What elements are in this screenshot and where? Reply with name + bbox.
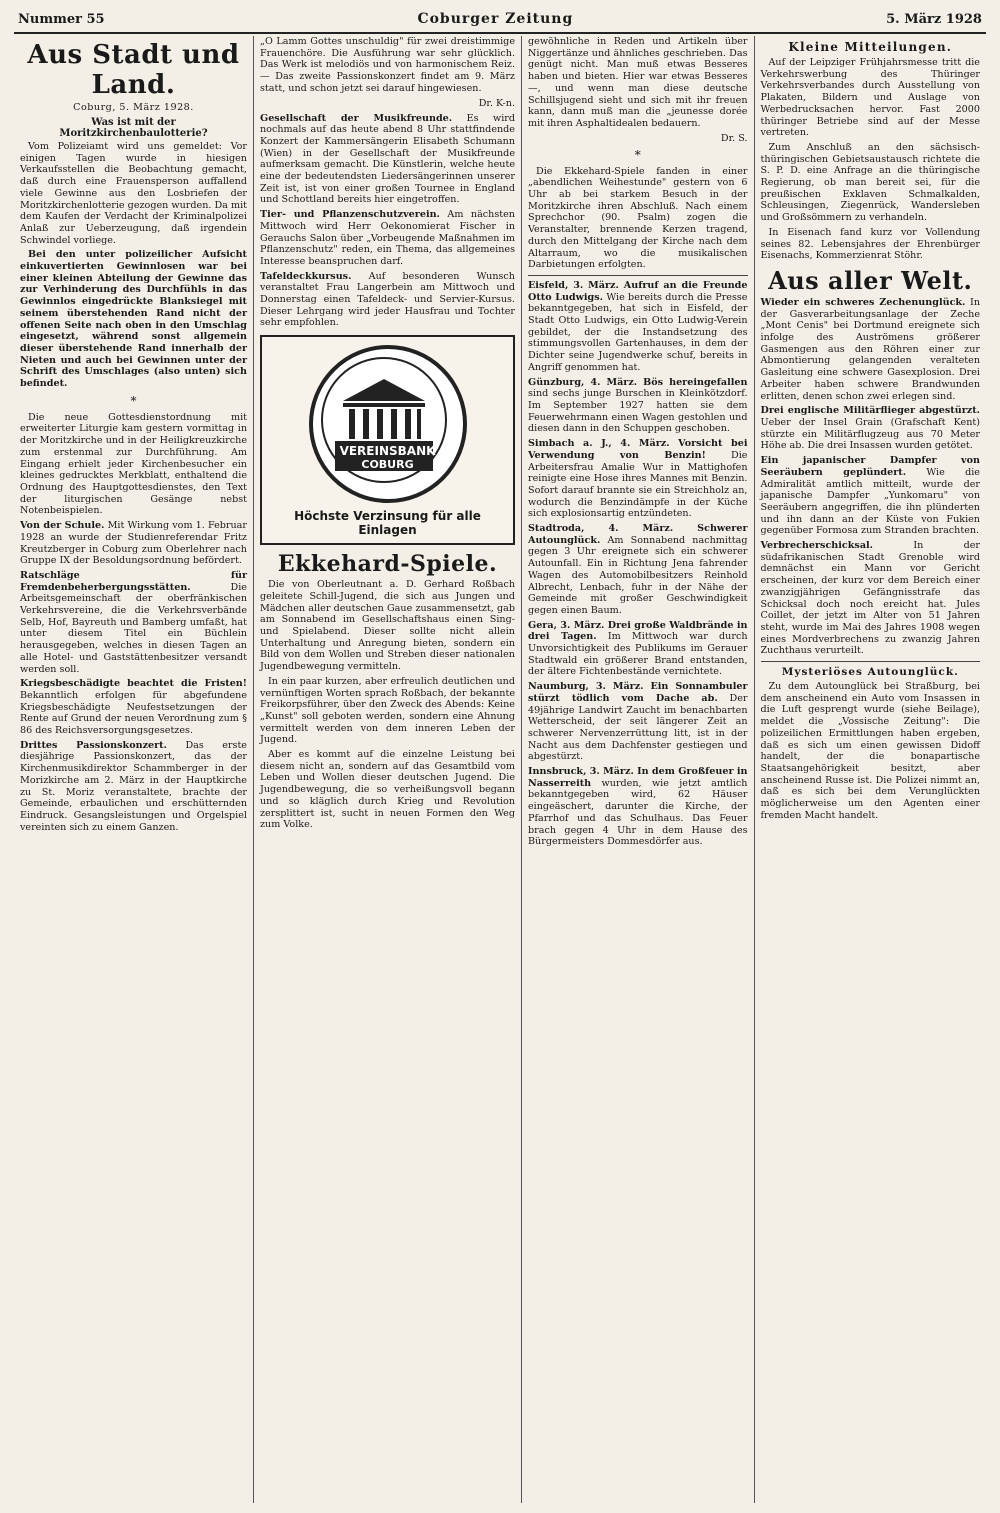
paragraph: In Eisenach fand kurz vor Vollendung seines 82. Lebensjahres der Ehrenbürger Eisenachs, Kommerzienrat Stöhr. [760, 226, 980, 262]
paragraph: Im Mittwoch war durch Unvorsichtigkeit des Publikums im Gerauer Stadtwald ein größerer Brand entstanden, der ältere Fichtenbestände vernichtete. [528, 631, 748, 678]
paragraph: Wie die Admiralität amtlich mitteilt, wurde der japanische Dampfer „Yunkomaru" von Seeräubern angegriffen, die ihn plünderten und ihn dann an der Küste von Fukien gegenüber Formosa zum Stranden brachten. [760, 466, 980, 537]
divider [528, 275, 748, 276]
inline-heading: Wieder ein schweres Zechenunglück. [760, 296, 966, 308]
signature: Dr. S. [720, 132, 748, 144]
paragraph: Es wird nochmals auf das heute abend 8 Uhr stattfindende Konzert der Kammersängerin Elisabeth Schumann (Wien) in der Gesellschaft der Musikfreunde aufmerksam gemacht. Die Künstlerin, welche heute eine der bedeutendsten Liedersängerinnen unserer Zeit ist, ist von einer großen Tournee in England und Schottland bereits hier eingetroffen. [260, 112, 516, 206]
inline-heading: Kriegsbeschädigte beachtet die Fristen! [20, 678, 247, 690]
article-heading: Was ist mit der Moritzkirchenbaulotterie? [59, 117, 208, 139]
paragraph: Die Arbeitsgemeinschaft der oberfränkischen Verkehrsvereine, die die Verkehrsverbände Selb, Hof, Bayreuth und Bamberg umfaßt, hat unter diesem Titel ein Büchlein herausgegeben, welches in diesen Tagen an alle Hotel- und Gaststättenbesitzer versandt werden soll. [20, 581, 247, 675]
paragraph: Vom Polizeiamt wird uns gemeldet: Vor einigen Tagen wurde in hiesigen Verkaufsstellen die Beobachtung gemacht, daß durch eine Frauensperson auffallend viele Gewinne aus den Losbriefen der Moritzkirchenlotterie gezogen wurden. Da mit dem Kaufen der Verdacht der Kriminalpolizei Anlaß zur Ueberzeugung, daß irgendein Schwindel vorliege. [20, 141, 247, 246]
inline-heading: Eisfeld, 3. März. Aufruf an die Freunde Otto Ludwigs. [528, 279, 748, 303]
masthead [14, 8, 986, 34]
paragraph: Zum Anschluß an den sächsisch-thüringischen Gebietsaustausch richtete die S. P. D. eine Anfrage an die thüringische Regierung, ob man bereit sei, für die preußischen Exklaven Schmalkalden, Schleusingen, Ziegenrück, Wandersleben und Großsömmern zu verhandeln. [760, 141, 980, 224]
section-title: Kleine Mitteilungen. [788, 40, 953, 54]
divider [761, 661, 981, 662]
inline-heading: Stadtroda, 4. März. Schwerer Autounglück. [528, 523, 748, 546]
paragraph: In ein paar kurzen, aber erfreulich deutlichen und vernünftigen Worten sprach Roßbach, der bekannte Freikorpsführer, über den Zweck des Abends: Keine „Kunst" soll geboten werden, sondern eine Ahnung vermittelt werden von dem inneren Leben der Jugend. [260, 675, 515, 746]
paragraph: Die Arbeitersfrau Amalie Wur in Mattighofen reinigte eine Hose ihres Mannes mit Benzin. Sofort darauf brannte sie ein Streichholz an, wodurch die Benzindämpfe in der Küche sich explosionsartig entzündeten. [528, 449, 748, 520]
inline-heading: Drittes Passionskonzert. [20, 739, 167, 751]
paragraph: Der 49jährige Landwirt Zaucht im benachbarten Wetterscheid, der seit längerer Zeit an schwerer Nervenzerrüttung litt, ist in der Nacht aus dem Dachfenster gestiegen und abgestürzt. [528, 692, 748, 763]
inline-heading: Drei englische Militärflieger abgestürzt. [760, 405, 980, 417]
section-title: Ekkehard-Spiele. [277, 551, 498, 578]
paragraph: Bekanntlich erfolgen für abgefundene Kriegsbeschädigte Neufestsetzungen der Rente auf Grund der neuen Verordnung zum § 86 des Reichsversorgungsgesetzes. [20, 689, 247, 737]
inline-heading: Günzburg, 4. März. Bös hereingefallen [528, 376, 748, 388]
paragraph: Ueber der Insel Grain (Grafschaft Kent) stürzte ein Militärflugzeug aus 70 Meter Höhe ab. Die drei Insassen wurden getötet. [760, 416, 980, 452]
bank-seal [309, 345, 467, 503]
paragraph: Mit Wirkung vom 1. Februar 1928 an wurde der Studienreferendar Fritz Kreutzberger in Coburg zum Oberlehrer nach Gruppe IX der Besoldungsordnung befördert. [20, 520, 247, 567]
column-4 [755, 36, 987, 1503]
paragraph: Bei den unter polizeilicher Aufsicht einkuvertierten Gewinnlosen war bei einer kleinen Abteilung der Gewinne das zur Verhinderung des Durchfühls in das Gewinnlos eingedrückte Blanksiegel mit seinem überstehenden Rand nicht der offenen Seite nach oben in den Umschlag eingesetzt, während sonst allgemein dieser überstehende Rand innerhalb der Nieten und auch bei Gewinnen unter der Schrift des Umschlages (also unten) sich befindet. [20, 249, 247, 390]
paragraph: Zu dem Autounglück bei Straßburg, bei dem anscheinend ein Auto vom Insassen in die Luft gesprengt wurde (siehe Beilage), meldet die „Vossische Zeitung": Die polizeilichen Ermittlungen haben ergeben, daß es sich um einen gewissen Didoff handelt, der die bonapartische Staatsangehörigkeit besitzt, aber anscheinend Russe ist. Die Polizei nimmt an, daß es sich bei dem Verunglückten möglicherweise um den Agenten einer fremden Macht handelt. [760, 681, 980, 821]
inline-heading: Tier- und Pflanzenschutzverein. [260, 209, 440, 221]
paragraph: Die von Oberleutnant a. D. Gerhard Roßbach geleitete Schill-Jugend, die sich aus Jungen und Mädchen aller deutschen Gaue zusammensetzt, gab am Sonnabend im Gesellschaftshaus einen Sing- und Spielabend. Dieser sollte nicht allein Unterhaltung und Anregung bieten, sondern ein Bild von dem Wollen und Streben dieser nationalen Jugendbewegung vermitteln. [260, 579, 515, 673]
issue-date: 5. März 1928 [886, 11, 982, 27]
bank-name: VEREINSBANK [339, 444, 436, 459]
paragraph: Aber es kommt auf die einzelne Leistung bei diesem nicht an, sondern auf das Gesamtbild vom Leben und Wollen dieser deutschen Jugend. Die Jugendbewegung, die so verheißungsvoll begann und so kläglich durch Krieg und Revolution zersplittert ist, sucht in neuen Formen den Weg zum Volke. [260, 749, 515, 831]
section-title: Mysteriöses Autounglück. [781, 666, 959, 679]
inline-heading: Gera, 3. März. Drei große Waldbrände in drei Tagen. [528, 619, 748, 643]
paragraph: Am Sonnabend nachmittag gegen 3 Uhr ereignete sich ein schwerer Autounfall. Ein in Richtung Jena fahrender Wagen des Automobilbesitzers Reinhold Albrecht, Lenbach, fuhr in der Nähe der Gemeinde mit großer Geschwindigkeit gegen einen Baum. [528, 534, 748, 616]
inline-heading: Ratschläge für Fremdenbeherbergungsstätten. [20, 569, 247, 593]
paragraph: Das erste diesjährige Passionskonzert, das der Kirchenmusikdirektor Schammberger in der Morizkirche am 2. März in der Hauptkirche zu St. Moriz veranstaltete, brachte der Gemeinde, erbaulichen und erschütternden Eindruck. Gesangsleistungen und Orgelspiel vereinten sich zu einem Ganzen. [20, 739, 247, 833]
paragraph: Am nächsten Mittwoch wird Herr Oekonomierat Fischer in Gerauchs Salon über „Vorbeugende Maßnahmen im Pflanzenschutz" reden, ein Thema, das allgemeines Interesse beanspruchen darf. [260, 209, 515, 267]
paragraph: Auf besonderen Wunsch veranstaltet Frau Langerbein am Mittwoch und Donnerstag einen Tafeldeck- und Servier-Kursus. Dieser Lehrgang wird jeder Hausfrau und Tochter sehr empfohlen. [260, 270, 515, 329]
section-title: Aus aller Welt. [768, 265, 973, 295]
separator-star: * [634, 147, 641, 162]
bank-city: COBURG [361, 458, 414, 472]
inline-heading: Simbach a. J., 4. März. Vorsicht bei Verwendung von Benzin! [528, 438, 748, 461]
issue-number: Nummer 55 [18, 11, 105, 27]
inline-heading: Ein japanischer Dampfer von Seeräubern geplündert. [760, 455, 980, 478]
paragraph: sind sechs junge Burschen in Kleinkötzdorf. Im September 1927 hatten sie dem Feuerwehrmann einen Wagen gestohlen und diesen dann in den Schuppen geschoben. [528, 388, 748, 435]
paragraph: In der südafrikanischen Stadt Grenoble wird demnächst ein Mann vor Gericht erscheinen, der kurz vor dem Bereich einer zwanzigjährigen Gefängnisstrafe das Schicksal doch noch ereicht hat. Jules Coillet, der jetzt im Alter von 51 Jahren steht, wurde im Mai des Jahres 1908 wegen eines Mordverbrechens zu zwanzig Jahren Zuchthaus verurteilt. [760, 540, 980, 657]
paragraph: Auf der Leipziger Frühjahrsmesse tritt die Verkehrswerbung des Thüringer Verkehrsverbandes durch Ausstellung von Plakaten, Bildern und Auslage von Werbedrucksachen hervor. Fast 2000 thüringer Betriebe sind auf der Messe vertreten. [760, 57, 980, 139]
separator-star: * [130, 393, 137, 408]
column-1 [14, 36, 254, 1503]
signature: Dr. K-n. [478, 97, 515, 109]
inline-heading: Gesellschaft der Musikfreunde. [260, 112, 453, 124]
vereinsbank-advertisement [260, 335, 515, 545]
inline-heading: Verbrecherschicksal. [760, 540, 874, 552]
columns [14, 36, 986, 1503]
dateline: Coburg, 5. März 1928. [73, 102, 194, 113]
column-3 [522, 36, 755, 1503]
paragraph: In der Gasverarbeitungsanlage der Zeche „Mont Cenis" bei Dortmund ereignete sich infolge des Auströmens größerer Gasmengen aus den Röhren einer zur Abmontierung gelangenden veralteten Gasleitung eine schwere Gasexplosion. Drei Arbeiter haben schwere Brandwunden erlitten, denen schon zwei erlegen sind. [760, 296, 980, 402]
inline-heading: Innsbruck, 3. März. In dem Großfeuer in Nasserreith [528, 766, 748, 789]
inline-heading: Naumburg, 3. März. Ein Sonnambuler stürzt tödlich vom Dache ab. [528, 681, 748, 704]
paragraph: „O Lamm Gottes unschuldig" für zwei dreistimmige Frauenchöre. Die Ausführung war sehr glücklich. Das Werk ist melodiös und von harmonischem Reiz. — Das zweite Passionskonzert findet am 9. März statt, und schon jetzt sei darauf hingewiesen. [260, 36, 515, 94]
paragraph: Die neue Gottesdienstordnung mit erweiterter Liturgie kam gestern vormittag in der Moritzkirche und in der Heiligkreuzkirche zum erstenmal zur Durchführung. Am Eingang erhielt jeder Kirchenbesucher ein kleines gedrucktes Merkblatt, enthaltend die Ordnung des Hauptgottesdienstes, den Text der liturgischen Gesänge nebst Notenbeispielen. [20, 411, 247, 517]
ad-slogan: Höchste Verzinsung für alle Einlagen [294, 509, 481, 538]
paragraph: wurden, wie jetzt amtlich bekanntgegeben wird, 62 Häuser eingeäschert, darunter die Kirche, der Pfarrhof und das Schulhaus. Das Feuer brach gegen 4 Uhr in dem Hause des Bürgermeisters Dommesdörfer aus. [528, 777, 748, 848]
paragraph: Die Ekkehard-Spiele fanden in einer „abendlichen Weihestunde" gestern von 6 Uhr ab bei starkem Besuch in der Moritzkirche ihren Abschluß. Nach einem Sprechchor (90. Psalm) zogen die Veranstalter, brennende Kerzen tragend, durch den Mittelgang der Kirche nach dem Altarraum, wo die musikalischen Darbietungen erfolgten. [528, 165, 748, 271]
paragraph: Wie bereits durch die Presse bekanntgegeben, hat sich in Eisfeld, der Stadt Otto Ludwigs, ein Otto Ludwig-Verein gebildet, der die Instandsetzung des stimmungsvollen Gartenhauses, in dem der Dichter seine Jugendwerke schuf, bereits in Angriff genommen hat. [528, 291, 748, 373]
column-2 [254, 36, 522, 1503]
inline-heading: Von der Schule. [20, 520, 105, 532]
inline-heading: Tafeldeckkursus. [260, 270, 352, 282]
newspaper-title: Coburger Zeitung [417, 11, 574, 27]
section-title: Aus Stadt und Land. [27, 40, 240, 100]
paragraph: gewöhnliche in Reden und Artikeln über Niggertänze und ähnliches geschrieben. Das genügt nicht. Man muß etwas Besseres haben und bieten. Hier war etwas Besseres —, und wenn man diese deutsche Schillsjugend sieht und sich mit ihr freuen kann, dann muß man die „jeunesse dorée mit ihren Asphaltidealen bedauern. [528, 36, 748, 129]
